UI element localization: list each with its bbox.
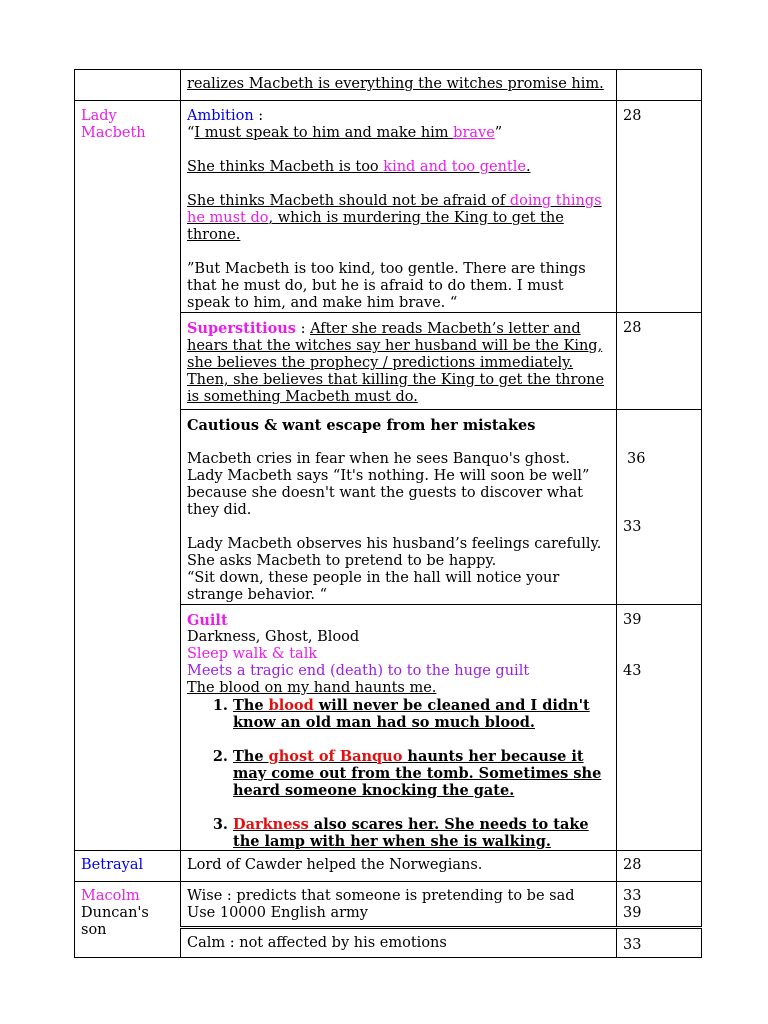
guilt-list: [187, 697, 610, 850]
list-item: 1. The blood will never be cleaned and I didn't know an old man had so much blood.: [233, 697, 610, 731]
malcolm-calm-text: Calm : not affected by his emotions: [187, 935, 447, 951]
notes-cell: [181, 882, 617, 928]
notes-cell: [181, 928, 617, 958]
table-row: [75, 70, 702, 101]
table-row: [75, 851, 702, 882]
page-number: 39: [623, 612, 642, 628]
page-number: 33: [623, 937, 642, 953]
page-number: 33: [623, 519, 642, 535]
ambition-quote: “I must speak to him and make him brave”: [187, 125, 503, 141]
guilt-line-4: The blood on my hand haunts me.: [187, 680, 437, 696]
page-cell: [617, 851, 702, 882]
character-subtitle: Duncan's son: [81, 905, 149, 938]
ambition-heading-line: Ambition :: [187, 108, 264, 124]
character-name: Betrayal: [81, 857, 144, 873]
character-name: Macolm: [81, 888, 140, 904]
page-cell: [617, 70, 702, 101]
ambition-afraid-line: She thinks Macbeth should not be afraid of doing things he must do, which is murdering the King to get the throne.: [187, 193, 602, 243]
ambition-quote-2: ”But Macbeth is too kind, too gentle. There are things that he must do, but he is afraid to do them. I must speak to him, and make him brave. “: [187, 261, 586, 311]
cautious-para-2-line-2: She asks Macbeth to pretend to be happy.: [187, 553, 497, 569]
character-cell-malcolm: [75, 882, 181, 958]
table-row: [75, 101, 702, 313]
cautious-para-2-line-1: Lady Macbeth observes his husband’s feelings carefully.: [187, 536, 602, 552]
superstitious-text: Superstitious : After she reads Macbeth’s letter and hears that the witches say her husband will be the King, she believes the prophecy / predictions immediately. Then, she believes that killing the King to get the throne is something Macbeth must do.: [187, 320, 605, 405]
betrayal-text: Lord of Cawder helped the Norwegians.: [187, 857, 483, 873]
cautious-para-1: Macbeth cries in fear when he sees Banquo's ghost. Lady Macbeth says “It's nothing. He will soon be well” because she doesn't want the guests to discover what they did.: [187, 451, 590, 518]
page-number: 33: [623, 888, 642, 904]
ambition-kind-line: She thinks Macbeth is too kind and too gentle.: [187, 159, 531, 175]
continuation-text: realizes Macbeth is everything the witches promise him.: [187, 76, 604, 92]
guilt-line-1: Darkness, Ghost, Blood: [187, 629, 360, 645]
table-row: [75, 882, 702, 928]
cautious-heading: Cautious & want escape from her mistakes: [187, 417, 536, 434]
notes-cell: [181, 70, 617, 101]
character-notes-table: [74, 69, 702, 958]
notes-cell-superstitious: [181, 313, 617, 410]
character-name: Lady Macbeth: [81, 108, 146, 141]
character-cell-betrayal: [75, 851, 181, 882]
page-number: 28: [623, 320, 642, 336]
superstitious-heading: Superstitious: [187, 320, 296, 337]
notes-cell-guilt: [181, 605, 617, 851]
page-number: 28: [623, 857, 642, 873]
cautious-para-2-line-3: “Sit down, these people in the hall will notice your strange behavior. “: [187, 570, 560, 603]
notes-cell-cautious: [181, 410, 617, 605]
character-cell: [75, 70, 181, 101]
ambition-heading: Ambition: [187, 108, 254, 124]
guilt-line-3: Meets a tragic end (death) to to the huge guilt: [187, 663, 530, 679]
page-cell: [617, 410, 702, 605]
page-cell: [617, 313, 702, 410]
page-cell: [617, 101, 702, 313]
notes-cell-ambition: [181, 101, 617, 313]
list-item: 2. The ghost of Banquo haunts her because it may come out from the tomb. Sometimes she heard someone knocking the gate.: [233, 748, 610, 799]
page-cell: [617, 882, 702, 928]
page-number: 28: [623, 108, 642, 124]
notes-cell: [181, 851, 617, 882]
guilt-heading: Guilt: [187, 612, 228, 629]
page-number: 39: [623, 905, 642, 921]
malcolm-text-1: Wise : predicts that someone is pretending to be sad: [187, 888, 575, 904]
guilt-line-2: Sleep walk & talk: [187, 646, 318, 662]
list-item: 3. Darkness also scares her. She needs to take the lamp with her when she is walking.: [233, 816, 610, 850]
page-number: 43: [623, 663, 642, 679]
malcolm-text-2: Use 10000 English army: [187, 905, 368, 921]
page-cell: [617, 605, 702, 851]
character-cell-lady-macbeth: [75, 101, 181, 851]
page-cell: [617, 928, 702, 958]
page-number: 36: [627, 451, 646, 467]
